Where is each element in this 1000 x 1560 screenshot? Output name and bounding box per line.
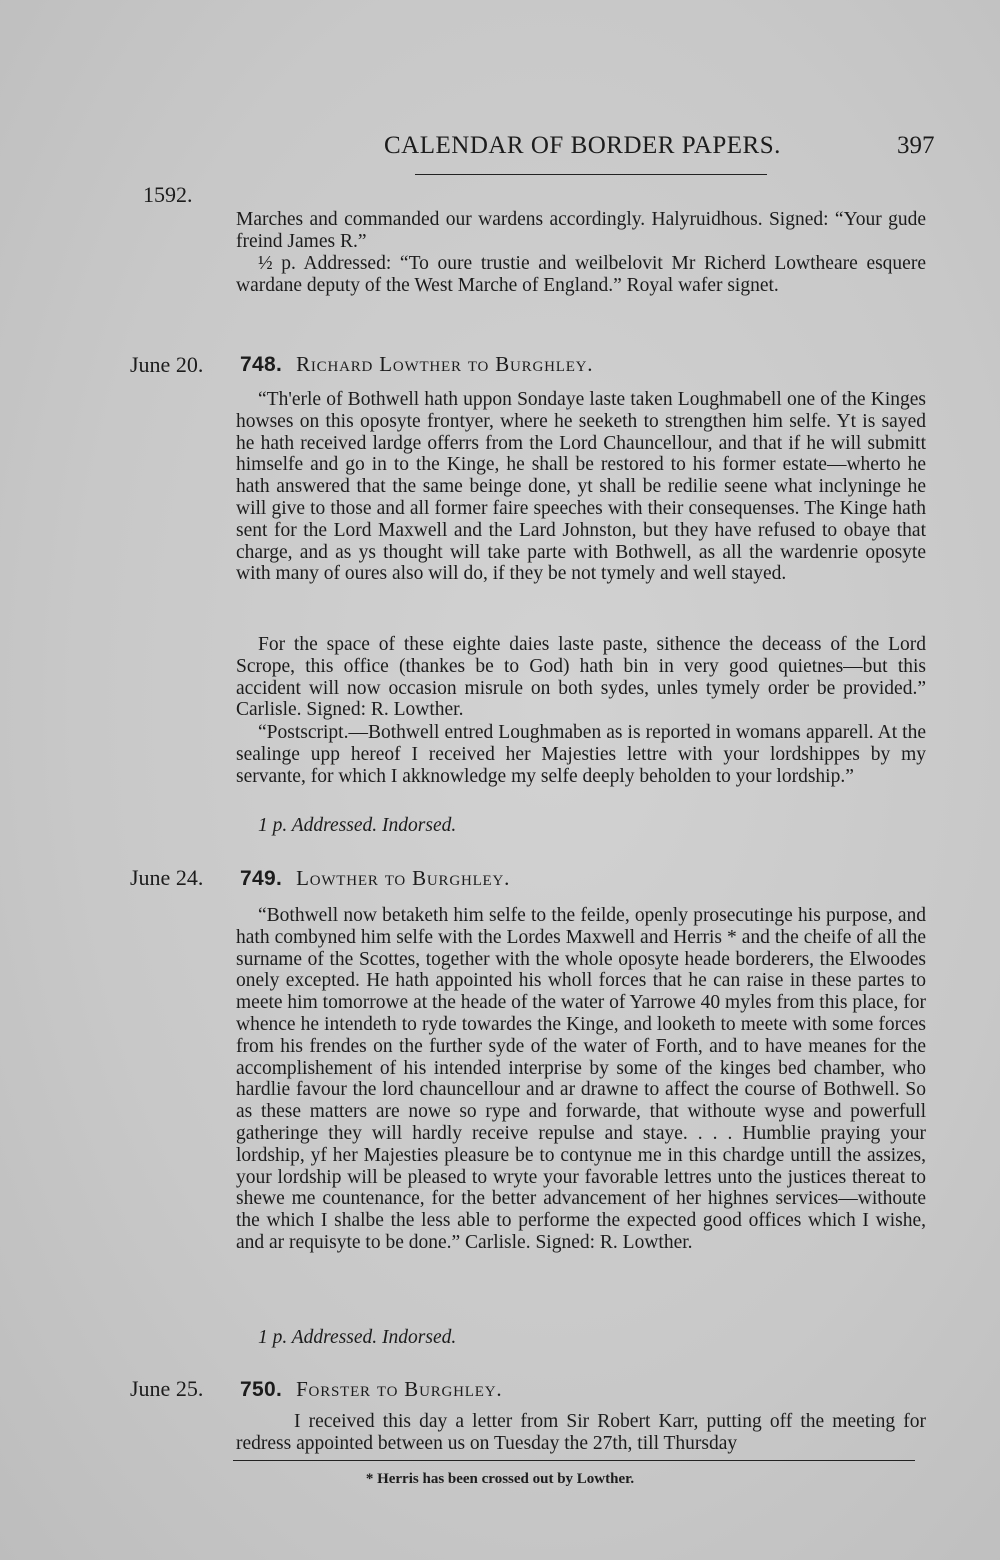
entry-note: 1 p. Addressed. Indorsed. [258,1327,457,1348]
footnote-rule [233,1460,915,1461]
footnote: * Herris has been crossed out by Lowther. [365,1471,635,1487]
letter-paragraph: For the space of these eighte daies laste paste, sithence the deceass of the Lord Scrope, this office (thankes be to God) hath bin in very good quietnes—but this accident will now occasion misrule on both sydes, unles tymely order be provided.” Carlisle. Signed: R. Lowther. [236,634,926,721]
entry-heading [240,866,510,891]
letter-paragraph: “Bothwell now betaketh him selfe to the feilde, openly prosecutinge his purpose, and hath combyned him selfe with the Lordes Maxwell and Herris * and the cheife of all the surname of the Scottes, together with the whole oposyte heade borderers, the Elwoodes onely excepted. He hath appointed his wholl forces that he can raise in these partes to meete him tomorrowe at the heade of the water of Yarrowe 40 myles from this place, for whence he intendeth to ryde towardes the Kinge, and looketh to meete with some forces from his frendes on the further syde of the water of Forth, and to have meanes for the accomplishement of his intended interprise by some of the kinges bed chamber, who hardlie favour the lord chauncellour and ar drawne to affect the course of Bothwell. So as these matters are nowe so rype and forwarde, that withoute wyse and powerfull gatheringe they will hardly receive repulse and staye. . . . Humblie praying your lordship, yf her Majesties pleasure be to contynue me in this chardge untill the assizes, your lordship will be pleased to wryte your favorable lettres unto the justices thereat to shewe me countenance, for the better advancement of her highnes services—withoute the which I shalbe the less able to performe the expected good offices which I wishe, and ar requisyte to be done.” Carlisle. Signed: R. Lowther. [236,905,926,1253]
entry-heading [240,1377,502,1402]
page-number: 397 [897,132,935,159]
entry-title: Richard Lowther to Burghley. [296,352,594,376]
year-margin-note: 1592. [143,182,193,207]
header-rule [415,174,767,175]
running-title: CALENDAR OF BORDER PAPERS. [384,132,781,159]
postscript-paragraph: “Postscript.—Bothwell entred Loughmaben as is reported in womans apparell. At the sealinge upp hereof I received her Majesties lettre with your lordshippes by my servante, for which I akknowledge my selfe deeply beholden to your lordship.” [236,722,926,787]
entry-heading [240,352,593,377]
letter-paragraph: “Th'erle of Bothwell hath uppon Sondaye laste taken Loughmabell one of the Kinges howses on this oposyte frontyer, where he seeketh to strengthen him selfe. Yt is sayed he hath received lardge offerrs from the Lord Chauncellour, and that if he will submitt himselfe and go in to the Kinge, he shall be restored to his former estate—wherto he hath answered that the same beinge done, yt shall be redilie seene what inclyninge he will give to those and all former faire speeches with their consequenses. The Kinge hath sent for the Lord Maxwell and the Lard Johnston, but they have refused to obaye that charge, and as ys thought will take parte with Bothwell, as all the wardenrie oposyte with many of oures also will do, if they be not tymely and well stayed. [236,389,926,585]
entry-date: June 25. [130,1376,204,1401]
entry-note: 1 p. Addressed. Indorsed. [258,815,457,836]
entry-number: 749. [240,867,283,890]
entry-title: Lowther to Burghley. [296,866,511,890]
entry-title: Forster to Burghley. [296,1377,503,1401]
entry-date: June 20. [130,352,204,377]
letter-paragraph: I received this day a letter from Sir Robert Karr, putting off the meeting for redress appointed between us on Tuesday the 27th, till Thursday [236,1411,926,1454]
entry-number: 750. [240,1378,283,1401]
entry-number: 748. [240,353,283,376]
continuation-paragraph: Marches and commanded our wardens accordingly. Halyruidhous. Signed: “Your gude freind James R.” [236,209,926,252]
entry-date: June 24. [130,865,204,890]
entry-note: ½ p. Addressed: “To oure trustie and weilbelovit Mr Richerd Lowtheare esquere wardane deputy of the West Marche of England.” Royal wafer signet. [236,253,926,296]
